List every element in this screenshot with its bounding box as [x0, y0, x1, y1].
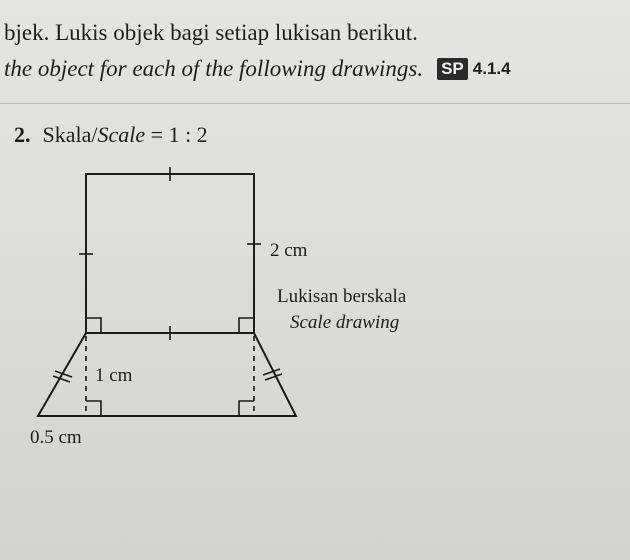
right-angle-bottom-right: [239, 401, 254, 416]
hash-right-2: [263, 369, 280, 375]
instruction-malay: bjek. Lukis objek bagi setiap lukisan berikut.: [4, 20, 418, 45]
caption-english: Scale drawing: [290, 312, 400, 333]
sp-reference: 4.1.4: [472, 59, 511, 78]
scale-value: = 1 : 2: [150, 122, 208, 147]
label-1cm: 1 cm: [95, 365, 133, 386]
label-2cm: 2 cm: [270, 240, 308, 261]
sp-badge: SP: [437, 58, 468, 80]
right-angle-top-right: [239, 318, 254, 333]
right-angle-top-left: [86, 318, 101, 333]
scale-label-malay: Skala/: [42, 122, 98, 147]
scale-label-english: Scale: [97, 122, 146, 147]
instruction-english: the object for each of the following drawings. SP 4.1.4: [4, 56, 511, 81]
trapezium-outline: [38, 333, 296, 416]
question-number: 2.: [14, 122, 31, 147]
hash-right-1: [265, 374, 282, 380]
caption-malay: Lukisan berskala: [277, 286, 407, 307]
label-0-5cm: 0.5 cm: [30, 427, 82, 448]
right-angle-bottom-left: [86, 401, 101, 416]
rectangle-outline: [86, 174, 254, 333]
